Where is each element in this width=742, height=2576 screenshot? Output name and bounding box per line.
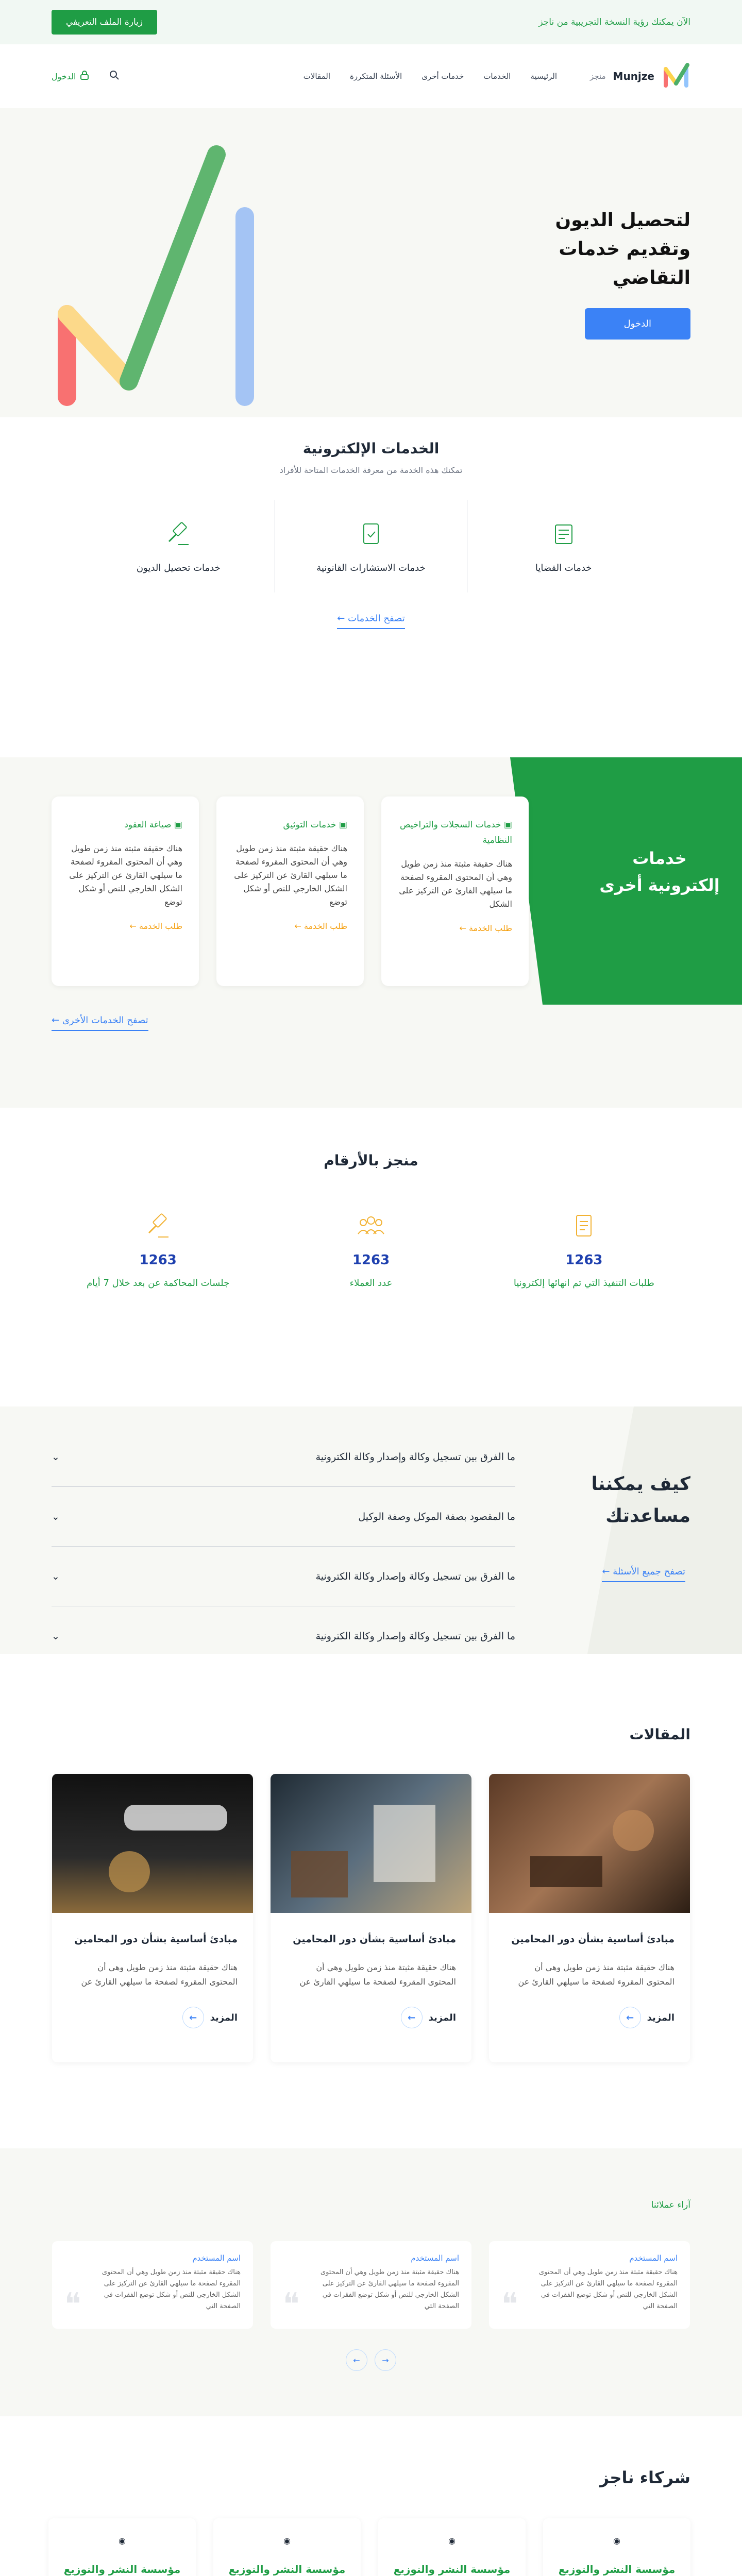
article-excerpt: هناك حقيقة مثبتة منذ زمن طويل وهي أن المحتوى المقروء لصفحة ما سيلهي القارئ عن <box>518 1962 674 1987</box>
consultation-icon <box>356 519 386 552</box>
testimonials-title: آراء عملائنا <box>651 2200 690 2210</box>
partner-logo-icon: ◉ <box>119 2536 126 2546</box>
services-title: الخدمات الإلكترونية <box>302 440 440 457</box>
stat-label: طلبات التنفيذ التي تم انهائها إلكترونيا <box>513 1278 654 1289</box>
arrow-left-icon: ← <box>619 2007 641 2028</box>
faq-title: كيف يمكننا مساعدتك <box>591 1473 690 1527</box>
article-title: مبادئ أساسية بشأن دور المحامين <box>293 1934 456 1945</box>
read-more-label: المزيد <box>647 2012 674 2023</box>
browse-other-label: تصفح الخدمات الأخرى <box>62 1015 148 1026</box>
brand-logo[interactable] <box>303 62 690 91</box>
document-icon: ▣ <box>501 820 512 830</box>
request-service-link[interactable]: طلب الخدمة ← <box>294 921 347 931</box>
partner-card[interactable] <box>48 2518 196 2576</box>
testimonial-card <box>489 2241 690 2329</box>
stat-item <box>294 1210 448 1292</box>
lock-icon <box>80 71 89 82</box>
other-service-title: خدمات التوثيق <box>283 820 336 830</box>
partners-title: شركاء ناجز <box>599 2468 690 2487</box>
arrow-left-icon: ← <box>182 2007 204 2028</box>
partner-card[interactable] <box>213 2518 361 2576</box>
stat-value: 1263 <box>139 1252 177 1268</box>
read-more-link[interactable] <box>52 1989 253 2028</box>
brand-name: Munjze <box>613 70 654 82</box>
faq-list <box>52 1427 515 1654</box>
document-icon: ▣ <box>171 820 182 830</box>
article-image <box>52 1774 253 1913</box>
stat-label: عدد العملاء <box>349 1278 393 1289</box>
faq-item[interactable] <box>52 1547 515 1606</box>
request-label: طلب الخدمة <box>468 923 512 933</box>
chevron-down-icon: ⌄ <box>52 1511 60 1522</box>
quote-icon: ❝ <box>64 2286 81 2323</box>
testimonial-text: هناك حقيقة مثبتة منذ زمن طويل وهي أن المحتوى المقروء لصفحة ما سيلهي القارئ عن التركيز على الشكل الخارجي للنص أو شكل توضع الفقرات في الصفحة التي <box>102 2268 241 2310</box>
service-label: خدمات الاستشارات القانونية <box>316 563 426 573</box>
nav-item-home[interactable]: الرئيسية <box>530 72 558 81</box>
partners-section <box>0 2416 742 2576</box>
quote-icon: ❝ <box>501 2286 518 2323</box>
stats-section <box>0 1108 742 1406</box>
faq-question: ما الفرق بين تسجيل وكالة وإصدار وكالة الكترونية <box>315 1631 515 1642</box>
stat-item <box>81 1210 235 1292</box>
other-service-text: هناك حقيقة مثبتة منذ زمن طويل وهي أن المحتوى المقروء لصفحة ما سيلهي القارئ عن التركيز على الشكل الخارجي للنص أو شكل توضع <box>234 843 347 907</box>
nav-item-services[interactable]: الخدمات <box>483 72 511 81</box>
brand-sub: منجز <box>590 72 606 81</box>
service-card-debt-collection[interactable] <box>82 500 275 592</box>
testimonial-card <box>271 2241 471 2329</box>
other-service-title: خدمات السجلات والتراخيص النظامية <box>400 820 512 845</box>
browse-services-link[interactable]: تصفح الخدمات ← <box>337 613 405 629</box>
other-service-card[interactable] <box>216 796 364 986</box>
browse-faq-link[interactable]: تصفح جميع الأسئلة ← <box>602 1566 685 1582</box>
read-more-label: المزيد <box>428 2012 456 2023</box>
browse-services-label: تصفح الخدمات <box>348 613 405 624</box>
chevron-down-icon: ⌄ <box>52 1570 60 1582</box>
testimonial-name: اسم المستخدم <box>192 2253 241 2263</box>
article-image <box>271 1774 471 1913</box>
document-icon: ▣ <box>336 820 347 830</box>
testimonial-name: اسم المستخدم <box>629 2253 678 2263</box>
service-card-cases[interactable] <box>467 500 660 592</box>
prev-arrow-icon[interactable]: ← <box>346 2349 367 2371</box>
request-service-link[interactable]: طلب الخدمة ← <box>459 923 512 933</box>
hero-title: لتحصيل الديون وتقديم خدمات التقاضي <box>555 210 690 289</box>
faq-item[interactable] <box>52 1487 515 1547</box>
faq-question: ما الفرق بين تسجيل وكالة وإصدار وكالة الكترونية <box>315 1570 515 1582</box>
hero-logo-illustration <box>46 139 289 407</box>
testimonial-text: هناك حقيقة مثبتة منذ زمن طويل وهي أن المحتوى المقروء لصفحة ما سيلهي القارئ عن التركيز على الشكل الخارجي للنص أو شكل توضع الفقرات في الصفحة التي <box>538 2268 678 2310</box>
other-service-title: صياغة العقود <box>124 820 172 830</box>
services-subtitle: تمكنك هذه الخدمة من معرفة الخدمات المتاحة للأفراد <box>279 465 463 475</box>
gavel-icon <box>163 519 194 552</box>
testimonial-card <box>52 2241 253 2329</box>
service-label: خدمات القضايا <box>535 563 592 573</box>
faq-question: ما المقصود بصفة الموكل وصفة الوكيل <box>358 1511 515 1522</box>
browse-other-services-link[interactable]: تصفح الخدمات الأخرى ← <box>52 1015 148 1031</box>
request-service-link[interactable]: طلب الخدمة ← <box>129 921 182 931</box>
article-title: مبادئ أساسية بشأن دور المحامين <box>74 1934 238 1945</box>
faq-item[interactable] <box>52 1427 515 1487</box>
next-arrow-icon[interactable]: → <box>375 2349 396 2371</box>
request-label: طلب الخدمة <box>139 921 182 931</box>
faq-section <box>0 1406 742 1654</box>
nav-item-articles[interactable]: المقالات <box>303 72 330 81</box>
hero-login-button[interactable]: الدخول <box>585 308 690 340</box>
partner-card[interactable] <box>378 2518 526 2576</box>
other-service-card[interactable] <box>381 796 529 986</box>
login-link[interactable] <box>52 71 89 82</box>
browse-faq-label: تصفح جميع الأسئلة <box>613 1566 685 1577</box>
service-label: خدمات تحصيل الديون <box>136 563 221 573</box>
stat-item <box>507 1210 661 1292</box>
nav-item-other-services[interactable]: خدمات أخرى <box>421 72 464 81</box>
logo-icon <box>662 62 690 91</box>
stat-value: 1263 <box>565 1252 603 1268</box>
clients-icon <box>353 1233 389 1243</box>
trial-profile-button[interactable]: زيارة الملف التعريفي <box>52 10 157 35</box>
clipboard-icon <box>568 1233 599 1243</box>
request-label: طلب الخدمة <box>303 921 347 931</box>
other-service-card[interactable] <box>52 796 199 986</box>
testimonial-text: هناك حقيقة مثبتة منذ زمن طويل وهي أن المحتوى المقروء لصفحة ما سيلهي القارئ عن التركيز على الشكل الخارجي للنص أو شكل توضع الفقرات في الصفحة التي <box>320 2268 459 2310</box>
hero-section <box>0 108 742 417</box>
other-service-text: هناك حقيقة مثبتة منذ زمن طويل وهي أن المحتوى المقروء لصفحة ما سيلهي القارئ عن التركيز على الشكل <box>399 859 512 909</box>
stats-title: منجز بالأرقام <box>324 1152 418 1169</box>
partner-logo-icon: ◉ <box>448 2536 456 2546</box>
articles-section <box>0 1654 742 2148</box>
quote-icon: ❝ <box>283 2286 300 2323</box>
announcement-text: الآن يمكنك رؤية النسخة التجريبية من ناجز <box>538 17 690 27</box>
article-card[interactable] <box>52 1774 253 2062</box>
e-services-section <box>0 417 742 757</box>
login-label: الدخول <box>52 71 76 81</box>
read-more-link[interactable] <box>489 1989 690 2028</box>
partner-title: مؤسسة النشر والتوزيع <box>228 2563 346 2575</box>
partner-title: مؤسسة النشر والتوزيع <box>393 2563 511 2575</box>
partner-card[interactable] <box>543 2518 690 2576</box>
article-card[interactable] <box>489 1774 690 2062</box>
nav-item-faq[interactable]: الأسئلة المتكررة <box>350 72 402 81</box>
search-icon[interactable] <box>109 70 120 82</box>
article-image <box>489 1774 690 1913</box>
faq-question: ما الفرق بين تسجيل وكالة وإصدار وكالة الكترونية <box>315 1451 515 1463</box>
gavel-icon <box>143 1233 174 1243</box>
partner-logo-icon: ◉ <box>613 2536 620 2546</box>
article-excerpt: هناك حقيقة مثبتة منذ زمن طويل وهي أن المحتوى المقروء لصفحة ما سيلهي القارئ عن <box>81 1962 238 1987</box>
announcement-bar <box>0 0 742 44</box>
chevron-down-icon: ⌄ <box>52 1451 60 1463</box>
chevron-down-icon: ⌄ <box>52 1631 60 1642</box>
other-services-title: خدمات إلكترونية أخرى <box>599 849 720 895</box>
cases-icon <box>548 519 579 552</box>
partner-title: مؤسسة النشر والتوزيع <box>558 2563 676 2575</box>
read-more-link[interactable] <box>271 1989 471 2028</box>
main-navbar <box>0 44 742 108</box>
read-more-label: المزيد <box>210 2012 238 2023</box>
other-services-section <box>0 757 742 1108</box>
article-title: مبادئ أساسية بشأن دور المحامين <box>511 1934 674 1945</box>
testimonial-name: اسم المستخدم <box>411 2253 459 2263</box>
arrow-left-icon: ← <box>401 2007 423 2028</box>
stat-label: جلسات المحاكمة عن بعد خلال 7 أيام <box>87 1278 230 1289</box>
nav-menu <box>303 72 557 81</box>
stat-value: 1263 <box>352 1252 390 1268</box>
articles-title: المقالات <box>629 1726 690 1743</box>
faq-item[interactable] <box>52 1606 515 1654</box>
partner-logo-icon: ◉ <box>283 2536 291 2546</box>
testimonials-section <box>0 2148 742 2416</box>
partner-title: مؤسسة النشر والتوزيع <box>63 2563 181 2575</box>
other-service-text: هناك حقيقة مثبتة منذ زمن طويل وهي أن المحتوى المقروء لصفحة ما سيلهي القارئ عن التركيز على الشكل الخارجي للنص أو شكل توضع <box>69 843 182 907</box>
service-card-consultations[interactable] <box>275 500 467 592</box>
article-excerpt: هناك حقيقة مثبتة منذ زمن طويل وهي أن المحتوى المقروء لصفحة ما سيلهي القارئ عن <box>299 1962 456 1987</box>
article-card[interactable] <box>271 1774 471 2062</box>
